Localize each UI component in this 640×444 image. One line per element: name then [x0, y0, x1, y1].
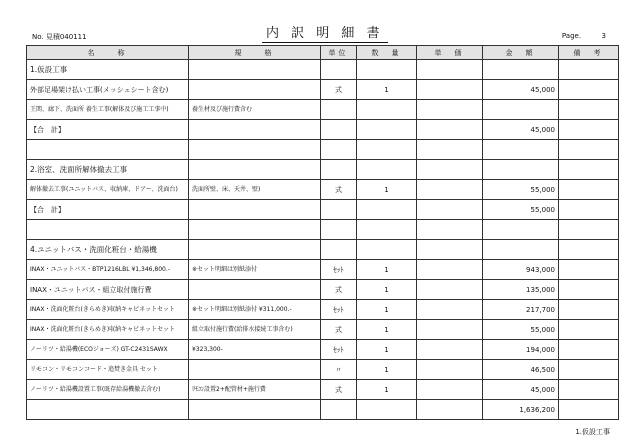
cell-qty: [357, 400, 417, 420]
table-row: [27, 140, 619, 160]
header-name: 名 称: [27, 46, 189, 60]
cell-name: ノーリツ・給湯機(ECOジョーズ) GT-C2431SAWX: [27, 340, 189, 360]
header-spec: 規 格: [189, 46, 321, 60]
cell-price: [417, 360, 483, 380]
table-row: [27, 160, 619, 180]
cell-spec: ﾘﾓｺﾝ設置2+配管材+施行費: [189, 380, 321, 400]
cell-unit: [321, 240, 357, 260]
cell-remarks: [559, 120, 619, 140]
cell-qty: [357, 160, 417, 180]
cell-amount: 943,000: [483, 260, 559, 280]
cell-qty: [357, 200, 417, 220]
table-row: [27, 180, 619, 200]
table-row: [27, 380, 619, 400]
cell-amount: 45,000: [483, 120, 559, 140]
cell-remarks: [559, 360, 619, 380]
cell-amount: 217,700: [483, 300, 559, 320]
cell-spec: [189, 360, 321, 380]
cell-name: 王関、廊下、洗面所 養生工事(解体及び施工工事中): [27, 100, 189, 120]
cell-qty: 1: [357, 360, 417, 380]
cell-unit: ｾｯﾄ: [321, 340, 357, 360]
cell-amount: 135,000: [483, 280, 559, 300]
page-indicator: [562, 32, 606, 40]
header-remarks: 備 考: [559, 46, 619, 60]
cell-remarks: [559, 300, 619, 320]
cell-price: [417, 280, 483, 300]
header-qty: 数 量: [357, 46, 417, 60]
document-title: 内 訳 明 細 書: [262, 22, 388, 43]
cell-qty: [357, 60, 417, 80]
cell-amount: 1,636,200: [483, 400, 559, 420]
cell-name: 2.浴室、洗面所解体撤去工事: [27, 160, 189, 180]
cell-spec: 洗面所壁、床、天井、壁): [189, 180, 321, 200]
cell-qty: 1: [357, 280, 417, 300]
cell-unit: [321, 200, 357, 220]
cell-remarks: [559, 340, 619, 360]
cell-unit: 式: [321, 80, 357, 100]
cell-amount: [483, 220, 559, 240]
cell-amount: 45,000: [483, 380, 559, 400]
cell-price: [417, 300, 483, 320]
cell-price: [417, 340, 483, 360]
cell-spec: [189, 220, 321, 240]
cell-remarks: [559, 240, 619, 260]
cell-price: [417, 160, 483, 180]
cell-name: 4.ユニットバス・洗面化粧台・給湯機: [27, 240, 189, 260]
cell-price: [417, 260, 483, 280]
cell-spec: [189, 280, 321, 300]
cell-price: [417, 120, 483, 140]
cell-price: [417, 320, 483, 340]
cell-name: ノーリツ・給湯機設置工事(既存給湯機撤去含む): [27, 380, 189, 400]
cell-price: [417, 140, 483, 160]
cell-spec: 養生材及び施行費含む: [189, 100, 321, 120]
cell-price: [417, 100, 483, 120]
cell-name: リモコン・リモコンコード・追焚き金具 セット: [27, 360, 189, 380]
cell-qty: [357, 100, 417, 120]
header-price: 単 価: [417, 46, 483, 60]
table-row: [27, 320, 619, 340]
table-row: [27, 300, 619, 320]
cell-name: 外部足場架け払い工事(メッシュシート含む): [27, 80, 189, 100]
table-row: [27, 120, 619, 140]
cell-spec: ※セット明細は別紙添付: [189, 260, 321, 280]
cell-amount: 194,000: [483, 340, 559, 360]
cell-spec: ¥323,300-: [189, 340, 321, 360]
cell-spec: [189, 140, 321, 160]
cell-amount: 46,500: [483, 360, 559, 380]
page-label: Page.: [561, 32, 582, 40]
cell-spec: [189, 60, 321, 80]
cell-name: [27, 400, 189, 420]
cell-name: 解体撤去工事(ユニットバス、収納庫、ドアー、洗面台): [27, 180, 189, 200]
header-unit: 単位: [321, 46, 357, 60]
cell-spec: ※セット明細は別紙添付 ¥311,000.-: [189, 300, 321, 320]
cell-unit: 式: [321, 280, 357, 300]
cell-amount: 55,000: [483, 180, 559, 200]
cell-amount: [483, 60, 559, 80]
cell-remarks: [559, 100, 619, 120]
cell-qty: 1: [357, 260, 417, 280]
cell-qty: [357, 240, 417, 260]
cell-qty: 1: [357, 340, 417, 360]
table-row: [27, 200, 619, 220]
cell-unit: ｾｯﾄ: [321, 300, 357, 320]
cell-amount: 45,000: [483, 80, 559, 100]
cell-unit: 式: [321, 180, 357, 200]
cell-amount: [483, 240, 559, 260]
cell-price: [417, 240, 483, 260]
cell-price: [417, 220, 483, 240]
cell-spec: [189, 160, 321, 180]
cell-qty: 1: [357, 380, 417, 400]
cell-price: [417, 180, 483, 200]
cell-name: [27, 140, 189, 160]
cell-remarks: [559, 160, 619, 180]
cell-spec: [189, 200, 321, 220]
page-number: 3: [601, 32, 606, 40]
cell-qty: 1: [357, 300, 417, 320]
cell-remarks: [559, 400, 619, 420]
cell-unit: [321, 100, 357, 120]
cell-name: INAX・ユニットバス・組立取付施行費: [27, 280, 189, 300]
cell-name: 【合 計】: [27, 200, 189, 220]
cell-qty: [357, 120, 417, 140]
cell-unit: [321, 140, 357, 160]
table-row: [27, 360, 619, 380]
cell-remarks: [559, 260, 619, 280]
cell-spec: [189, 240, 321, 260]
cell-spec: 組立取付施行費(給排水接続工事含む): [189, 320, 321, 340]
cell-remarks: [559, 280, 619, 300]
document-number: No. 見積040111: [32, 33, 87, 41]
cell-qty: 1: [357, 320, 417, 340]
header-amount: 金 額: [483, 46, 559, 60]
table-row: [27, 60, 619, 80]
cell-amount: [483, 160, 559, 180]
cell-name: 【合 計】: [27, 120, 189, 140]
cell-name: 1.仮設工事: [27, 60, 189, 80]
cell-price: [417, 60, 483, 80]
cell-qty: 1: [357, 80, 417, 100]
cell-spec: [189, 120, 321, 140]
table-row: [27, 240, 619, 260]
cell-remarks: [559, 80, 619, 100]
cell-unit: [321, 160, 357, 180]
cell-price: [417, 400, 483, 420]
cell-amount: [483, 100, 559, 120]
table-row: [27, 340, 619, 360]
cell-unit: [321, 220, 357, 240]
cell-amount: [483, 140, 559, 160]
cell-unit: [321, 60, 357, 80]
cell-qty: [357, 140, 417, 160]
cell-remarks: [559, 200, 619, 220]
cell-price: [417, 380, 483, 400]
cell-qty: [357, 220, 417, 240]
cell-remarks: [559, 60, 619, 80]
cell-unit: 〃: [321, 360, 357, 380]
cell-name: INAX・洗面化粧台(きらめき)収納キャビネットセット: [27, 320, 189, 340]
cell-name: INAX・洗面化粧台(きらめき)収納キャビネットセット: [27, 300, 189, 320]
cell-unit: 式: [321, 380, 357, 400]
table-row: [27, 280, 619, 300]
table-row: [27, 80, 619, 100]
table-row: [27, 260, 619, 280]
table-row: [27, 220, 619, 240]
cell-remarks: [559, 220, 619, 240]
cell-unit: [321, 400, 357, 420]
cell-spec: [189, 400, 321, 420]
header-row: [27, 46, 619, 60]
cell-remarks: [559, 140, 619, 160]
table-row: [27, 400, 619, 420]
cell-amount: 55,000: [483, 320, 559, 340]
cell-price: [417, 200, 483, 220]
cell-unit: ｾｯﾄ: [321, 260, 357, 280]
cell-remarks: [559, 180, 619, 200]
table-row: [27, 100, 619, 120]
cell-name: [27, 220, 189, 240]
cell-amount: 55,000: [483, 200, 559, 220]
footer-section-label: 1.仮設工事: [575, 428, 610, 436]
cell-unit: 式: [321, 320, 357, 340]
breakdown-table: [26, 45, 619, 420]
cell-spec: [189, 80, 321, 100]
cell-qty: 1: [357, 180, 417, 200]
cell-remarks: [559, 380, 619, 400]
cell-unit: [321, 120, 357, 140]
cell-price: [417, 80, 483, 100]
cell-remarks: [559, 320, 619, 340]
cell-name: INAX・ユニットバス・BTP1216LBL ¥1,346,800.-: [27, 260, 189, 280]
